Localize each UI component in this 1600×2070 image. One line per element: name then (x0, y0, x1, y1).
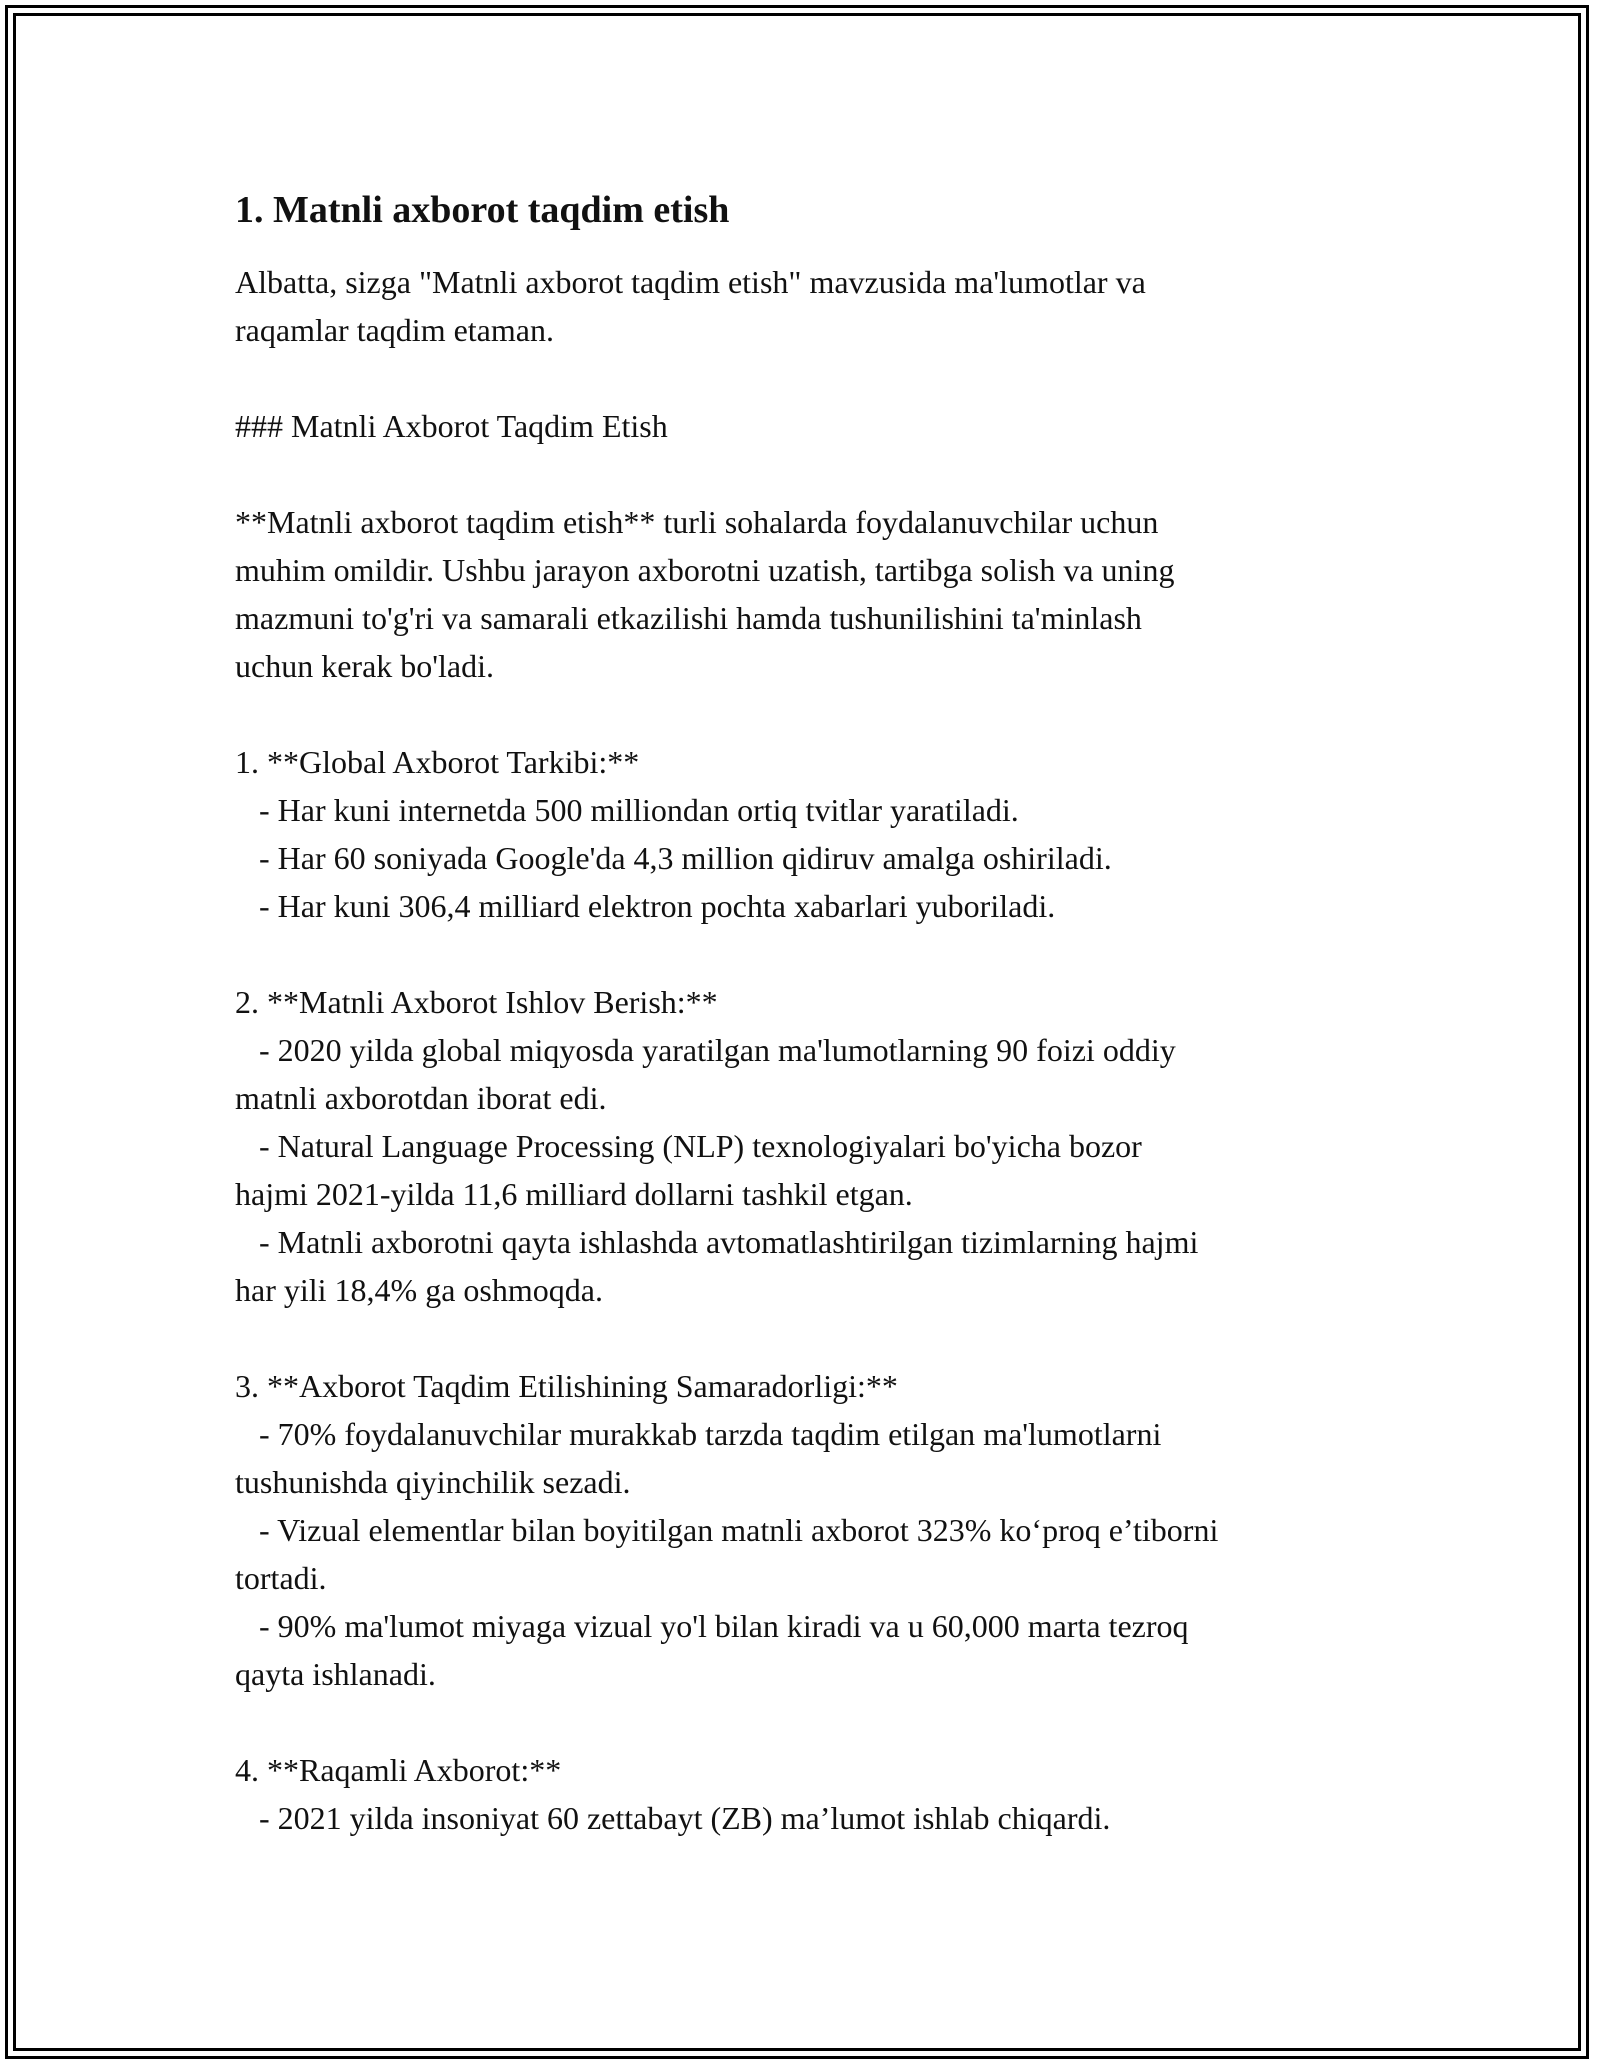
spacer (235, 1314, 1375, 1362)
section-global-content: 1. **Global Axborot Tarkibi:** - Har kuni internetda 500 milliondan ortiq tvitlar yaratiladi. - Har 60 soniyada Google'da 4,3 million qidiruv amalga oshiriladi. - Har kuni 306,4 milliard elektron pochta xabarlari yuboriladi. (235, 744, 1112, 924)
document-title: 1. Matnli axborot taqdim etish (235, 189, 730, 231)
spacer (235, 354, 1375, 402)
section-text-processing: 2. **Matnli Axborot Ishlov Berish:** - 2020 yilda global miqyosda yaratilgan ma'lumotlarning 90 foizi oddiy matnli axborotdan iborat edi. - Natural Language Processing (NLP) texnologiyalari bo'yicha bozor hajmi 2021-yilda 11,6 milliard dollarni tashkil etgan. - Matnli axborotni qayta ishlashda avtomatlashtirilgan tizimlarning hajmi har yili 18,4% ga oshmoqda. (235, 984, 1199, 1308)
subheading-text: ### Matnli Axborot Taqdim Etish (235, 408, 668, 444)
spacer (235, 930, 1375, 978)
section-presentation-efficiency: 3. **Axborot Taqdim Etilishining Samaradorligi:** - 70% foydalanuvchilar murakkab tarzda taqdim etilgan ma'lumotlarni tushunishda qiyinchilik sezadi. - Vizual elementlar bilan boyitilgan matnli axborot 323% ko‘proq e’tiborni tortadi. - 90% ma'lumot miyaga vizual yo'l bilan kiradi va u 60,000 marta tezroq qayta ishlanadi. (235, 1368, 1219, 1692)
section-digital-information: 4. **Raqamli Axborot:** - 2021 yilda insoniyat 60 zettabayt (ZB) ma’lumot ishlab chiqardi. (235, 1752, 1111, 1836)
spacer (235, 690, 1375, 738)
description-paragraph: **Matnli axborot taqdim etish** turli sohalarda foydalanuvchilar uchun muhim omildir. Ushbu jarayon axborotni uzatish, tartibga solish va uning mazmuni to'g'ri va samarali etkazilishi hamda tushunilishini ta'minlash uchun kerak bo'ladi. (235, 504, 1175, 684)
spacer (235, 450, 1375, 498)
spacer (235, 1698, 1375, 1746)
document-body (235, 186, 1375, 1842)
intro-paragraph: Albatta, sizga "Matnli axborot taqdim etish" mavzusida ma'lumotlar va raqamlar taqdim etaman. (235, 264, 1146, 348)
